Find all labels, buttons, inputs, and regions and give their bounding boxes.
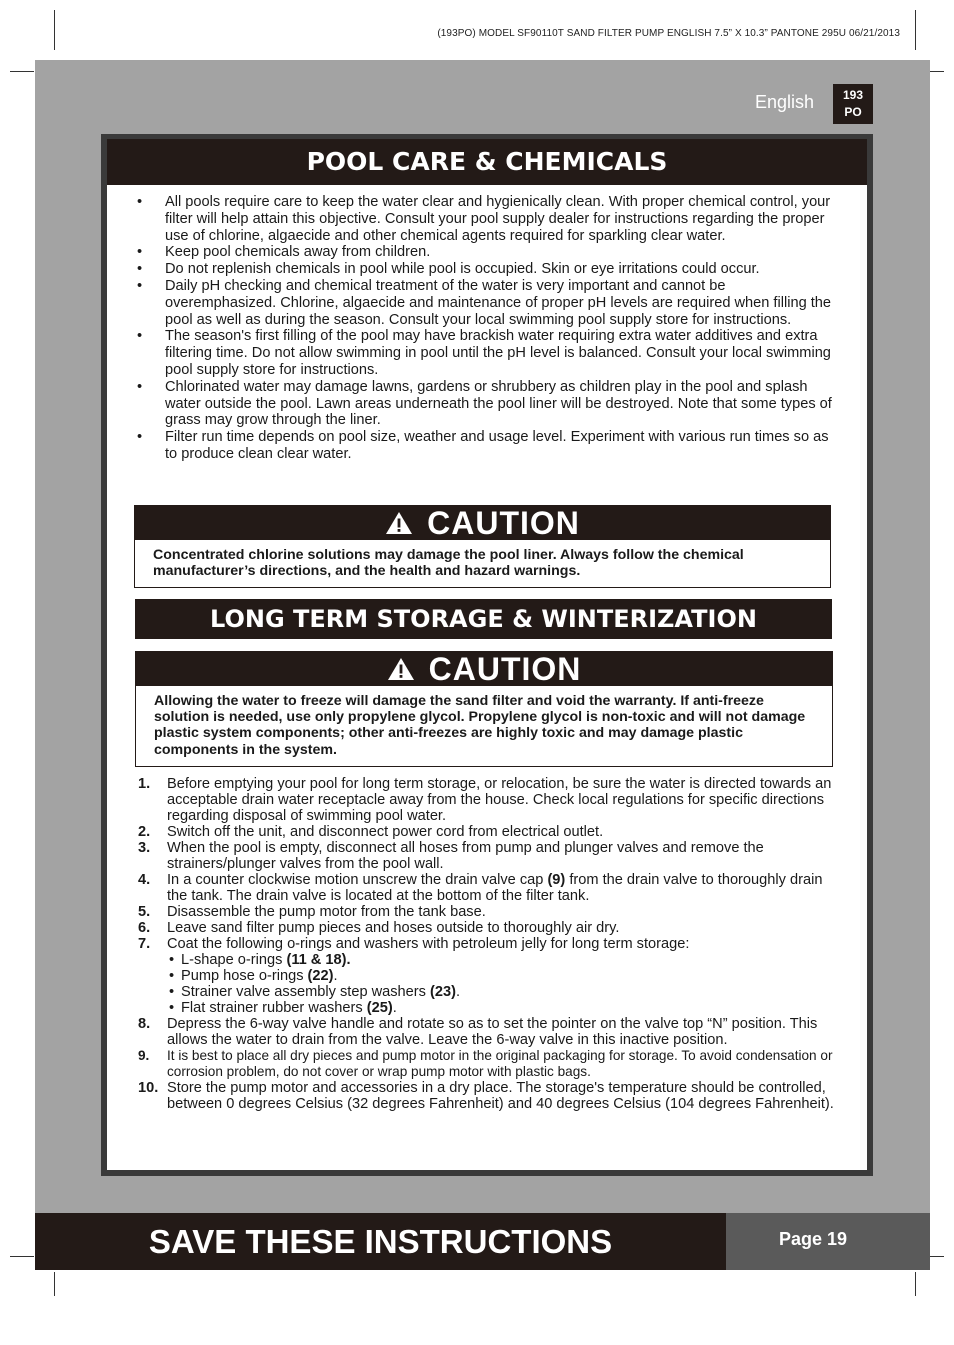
part-number: (22) <box>307 968 334 984</box>
sub-text: Pump hose o-rings <box>181 968 308 984</box>
step-text: Store the pump motor and accessories in a dry place. The storage's temperature should be controlled, between 0 degrees Celsius (32 degrees Fahrenheit) and 40 degrees Celsius (104 degrees Fahrenheit). <box>167 1080 834 1112</box>
caution-text: Concentrated chlorine solutions may damage the pool liner. Always follow the chemical manufacturer’s directions, and the health and hazard warnings. <box>153 547 744 580</box>
crop-mark <box>54 10 55 50</box>
step-number: 1. <box>138 776 151 792</box>
step-item <box>135 936 835 1016</box>
caution-title: CAUTION <box>428 650 582 687</box>
step-item <box>135 920 835 936</box>
step-text: Disassemble the pump motor from the tank base. <box>167 904 486 920</box>
list-item: • Filter run time depends on pool size, weather and usage level. Experiment with various run times so as to produce clean clear water. <box>135 429 835 463</box>
crop-mark <box>915 10 916 50</box>
list-item: • The season's first filling of the pool may have brackish water requiring extra water additives and extra filtering time. Do not allow swimming in pool until the pH level is balanced. Consult your local swimming pool supply store for instructions. <box>135 328 835 378</box>
step-text: It is best to place all dry pieces and pump motor in the original packaging for storage. To avoid condensation or corrosion problem, do not cover or wrap pump motor with plastic bags. <box>167 1048 833 1079</box>
sub-item <box>167 968 835 984</box>
step-number: 3. <box>138 840 151 856</box>
model-code-badge <box>833 84 873 124</box>
sub-text: . <box>392 1000 397 1016</box>
step-number: 8. <box>138 1016 151 1032</box>
part-number: (23) <box>430 984 456 1000</box>
part-number: (9) <box>547 872 566 888</box>
step-text: Depress the 6-way valve handle and rotate so as to set the pointer on the valve top “N” position. This allows the water to drain from the valve. Leave the 6-way valve in this inactive position. <box>167 1016 818 1048</box>
step-text: Coat the following o-rings and washers with petroleum jelly for long term storage: <box>167 936 690 952</box>
step-item <box>135 1016 835 1048</box>
code-line-2: PO <box>844 105 862 119</box>
step-text: In a counter clockwise motion unscrew the drain valve cap <box>167 872 548 888</box>
list-item: • Do not replenish chemicals in pool while pool is occupied. Skin or eye irritations could occur. <box>135 261 835 278</box>
step-number: 10. <box>138 1080 159 1096</box>
print-metadata: (193PO) MODEL SF90110T SAND FILTER PUMP ENGLISH 7.5” X 10.3” PANTONE 295U 06/21/2013 <box>437 28 900 39</box>
list-item: • Keep pool chemicals away from children. <box>135 244 835 261</box>
step-item <box>135 1080 835 1112</box>
sub-item <box>167 984 835 1000</box>
step-text: Switch off the unit, and disconnect power cord from electrical outlet. <box>167 824 604 840</box>
step-item <box>135 1048 835 1080</box>
sub-text: Flat strainer rubber washers <box>181 1000 367 1016</box>
caution-bar <box>136 652 832 686</box>
step-text: Leave sand filter pump pieces and hoses outside to thoroughly air dry. <box>167 920 620 936</box>
code-line-1: 193 <box>842 88 864 102</box>
list-item: • Chlorinated water may damage lawns, gardens or shrubbery as children play in the pool and splash water outside the pool. Lawn areas underneath the pool liner will be destroyed. Note that some types of grass may grow through the liner. <box>135 379 835 429</box>
sub-item <box>167 952 835 968</box>
crop-mark <box>10 1256 34 1257</box>
pool-care-list <box>135 194 835 463</box>
step-item <box>135 776 835 824</box>
sub-text: Strainer valve assembly step washers <box>181 984 431 1000</box>
page-number: Page 19 <box>726 1213 930 1270</box>
list-item: • Daily pH checking and chemical treatment of the water is very important and cannot be overemphasized. Chlorine, algaecide and maintenance of proper pH levels are required when filling the pool as well as during the season. Consult your local swimming pool supply store for instructions. <box>135 278 835 328</box>
step-text: Before emptying your pool for long term storage, or relocation, be sure the water is directed towards an acceptable drain water receptacle away from the house. Check local regulations for specific directions regarding disposal of swimming pool water. <box>167 776 832 824</box>
pool-care-heading: POOL CARE & CHEMICALS <box>107 139 867 185</box>
step-number: 5. <box>138 904 151 920</box>
part-number: (25) <box>366 1000 393 1016</box>
part-number: (11 & 18). <box>286 952 351 968</box>
crop-mark <box>915 1272 916 1296</box>
step-number: 9. <box>138 1048 150 1063</box>
step-number: 2. <box>138 824 151 840</box>
caution-text: Allowing the water to freeze will damage the sand filter and void the warranty. If anti-freeze solution is needed, use only propylene glycol. Propylene glycol is non-toxic and will not damage plastic system components; other anti-freezes are highly toxic and may damage plastic components in the system. <box>154 693 806 758</box>
step-item <box>135 824 835 840</box>
step-number: 6. <box>138 920 151 936</box>
sub-text: . <box>455 984 461 1000</box>
crop-mark <box>10 71 34 72</box>
caution-box-chlorine <box>134 505 831 588</box>
storage-steps <box>135 776 835 1112</box>
caution-box-freeze <box>135 651 833 767</box>
step-text: When the pool is empty, disconnect all hoses from pump and plunger valves and remove the strainers/plunger valves from the pool wall. <box>167 840 764 872</box>
language-label: English <box>754 92 814 112</box>
sub-text: L-shape o-rings <box>181 952 287 968</box>
step-number: 4. <box>138 872 151 888</box>
caution-title: CAUTION <box>427 504 580 541</box>
crop-mark <box>54 1272 55 1296</box>
storage-heading: LONG TERM STORAGE & WINTERIZATION <box>135 599 832 639</box>
warning-triangle-icon <box>385 511 413 535</box>
step-text: from the drain valve to thoroughly drain the tank. The drain valve is located at the bottom of the filter tank. <box>167 872 823 904</box>
step-number: 7. <box>138 936 151 952</box>
caution-bar <box>135 506 830 540</box>
step-item <box>135 840 835 872</box>
list-item: • All pools require care to keep the water clear and hygienically clean. With proper chemical control, your filter will help attain this objective. Consult your pool supply dealer for instructions regarding the proper use of chlorine, algaecide and other chemical agents required for sparkling clear water. <box>135 194 835 244</box>
sub-text: . <box>333 968 338 984</box>
sub-item <box>167 1000 835 1016</box>
save-instructions-banner: SAVE THESE INSTRUCTIONS <box>35 1213 726 1270</box>
step-item <box>135 904 835 920</box>
step-item <box>135 872 835 904</box>
warning-triangle-icon <box>387 657 415 681</box>
